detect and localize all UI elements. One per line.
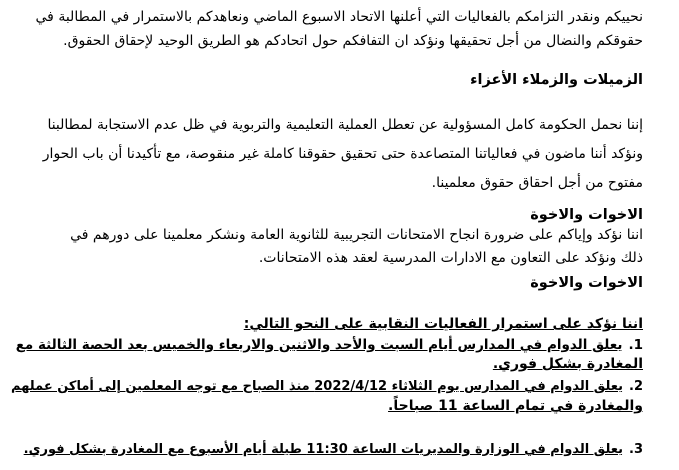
- list-item-1-number: 1.: [628, 337, 643, 353]
- paragraph-2-line-3: مفتوح من أجل احقاق حقوق معلمينا.: [431, 175, 643, 191]
- heading-brothers-sisters-2: الاخوات والاخوة: [530, 275, 643, 291]
- list-item-2-text: يعلق الدوام في المدارس يوم الثلاثاء 2022/4/12 منذ الصباح مع توجه المعلمين إلى أماكن عملهم: [11, 379, 623, 394]
- list-intro: اننا نؤكد على استمرار الفعاليات النقابية على النحو التالي:: [243, 316, 643, 332]
- list-item-3-text: يعلق الدوام في الوزارة والمديريات الساعة 11:30 طيلة أيام الأسبوع مع المغادرة بشكل فوري.: [23, 442, 623, 457]
- list-item-3-number: 3.: [629, 442, 643, 457]
- list-item-2-line-2: والمغادرة في تمام الساعة 11 صباحاً.: [388, 398, 643, 414]
- list-item-1-line-2: المغادرة بشكل فوري.: [492, 356, 643, 372]
- paragraph-2-line-1: إننا نحمل الحكومة كامل المسؤولية عن تعطل العملية التعليمية والتربوية في ظل عدم الاستجابة لمطالبنا: [47, 117, 643, 133]
- intro-line-1: نحييكم ونقدر التزامكم بالفعاليات التي أعلنها الاتحاد الاسبوع الماضي ونعاهدكم بالاستمرار في المطالبة في: [35, 9, 643, 25]
- list-item-2-number: 2.: [629, 379, 643, 394]
- paragraph-2-line-2: ونؤكد أننا ماضون في فعالياتنا المتصاعدة حتى تحقيق حقوقنا كاملة غير منقوصة، مع تأكيدنا أن باب الحوار: [42, 146, 643, 162]
- list-item-2-line-1: [11, 378, 643, 396]
- list-item-1-text: يعلق الدوام في المدارس أيام السبت والأحد والاثنين والاربعاء والخميس بعد الحصة الثالثة مع: [15, 337, 623, 353]
- paragraph-3-line-1: اننا نؤكد وإياكم على ضرورة انجاح الامتحانات التجريبية للثانوية العامة ونشكر معلمينا على دورهم في: [70, 227, 643, 243]
- list-item-1-line-1: [16, 336, 643, 354]
- heading-brothers-sisters-1: الاخوات والاخوة: [530, 207, 643, 223]
- intro-line-2: حقوقكم والنضال من أجل تحقيقها ونؤكد ان التفافكم حول اتحادكم هو الطريق الوحيد لإحقاق الحقوق.: [63, 33, 643, 49]
- paragraph-3-line-2: ذلك ونؤكد على التعاون مع الادارات المدرسية لعقد هذه الامتحانات.: [258, 250, 643, 266]
- heading-colleagues: الزميلات والزملاء الأعزاء: [470, 72, 643, 88]
- list-item-3-line-1: [24, 441, 643, 459]
